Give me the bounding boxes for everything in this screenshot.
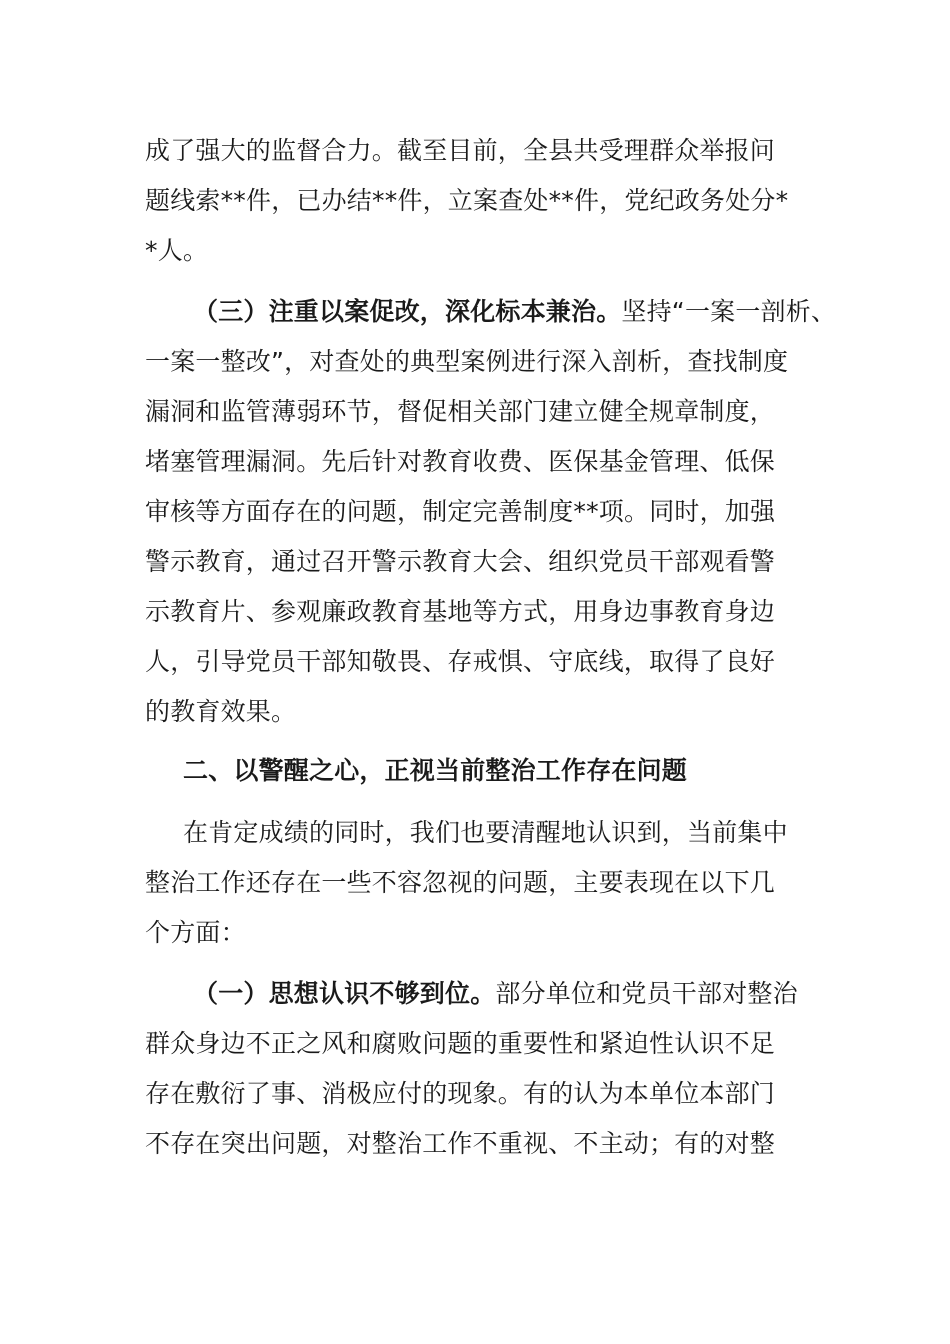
text-line: 示教育片、参观廉政教育基地等方式，用身边事教育身边 bbox=[145, 597, 776, 626]
text-line: 漏洞和监管薄弱环节，督促相关部门建立健全规章制度， bbox=[145, 397, 776, 426]
subsection-heading: （三）注重以案促改，深化标本兼治。 bbox=[193, 297, 622, 326]
text-fragment: 坚持“一案一剖析、 bbox=[621, 297, 837, 326]
text-line: 人，引导党员干部知敬畏、存戒惧、守底线，取得了良好 bbox=[145, 647, 776, 676]
text-line: 个方面： bbox=[145, 918, 246, 947]
subsection-heading: （一）思想认识不够到位。 bbox=[193, 979, 496, 1008]
paragraph-section-3 bbox=[145, 287, 837, 737]
text-line: *人。 bbox=[145, 236, 209, 265]
text-line: 堵塞管理漏洞。先后针对教育收费、医保基金管理、低保 bbox=[145, 447, 776, 476]
text-line: 的教育效果。 bbox=[145, 697, 297, 726]
text-line bbox=[145, 287, 837, 337]
text-line: 在肯定成绩的同时，我们也要清醒地认识到，当前集中 bbox=[183, 818, 788, 847]
paragraph-continuation bbox=[145, 126, 810, 276]
text-line: 群众身边不正之风和腐败问题的重要性和紧迫性认识不足 bbox=[145, 1029, 776, 1058]
text-line: 一案一整改”，对查处的典型案例进行深入剖析，查找制度 bbox=[145, 347, 789, 376]
text-line: 存在敷衍了事、消极应付的现象。有的认为本单位本部门 bbox=[145, 1079, 776, 1108]
text-fragment: 部分单位和党员干部对整治 bbox=[495, 979, 798, 1008]
paragraph-intro bbox=[145, 808, 810, 958]
text-line bbox=[145, 969, 810, 1019]
text-line: 审核等方面存在的问题，制定完善制度**项。同时，加强 bbox=[145, 497, 776, 526]
text-line: 警示教育，通过召开警示教育大会、组织党员干部观看警 bbox=[145, 547, 776, 576]
paragraph-section-1 bbox=[145, 969, 810, 1169]
text-line: 题线索**件，已办结**件，立案查处**件，党纪政务处分* bbox=[145, 186, 789, 215]
text-line: 整治工作还存在一些不容忽视的问题，主要表现在以下几 bbox=[145, 868, 776, 897]
text-line: 成了强大的监督合力。截至目前，全县共受理群众举报问 bbox=[145, 136, 776, 165]
section-heading: 二、以警醒之心，正视当前整治工作存在问题 bbox=[183, 756, 688, 785]
text-line: 不存在突出问题，对整治工作不重视、不主动；有的对整 bbox=[145, 1129, 776, 1158]
section-title-2 bbox=[145, 746, 810, 796]
